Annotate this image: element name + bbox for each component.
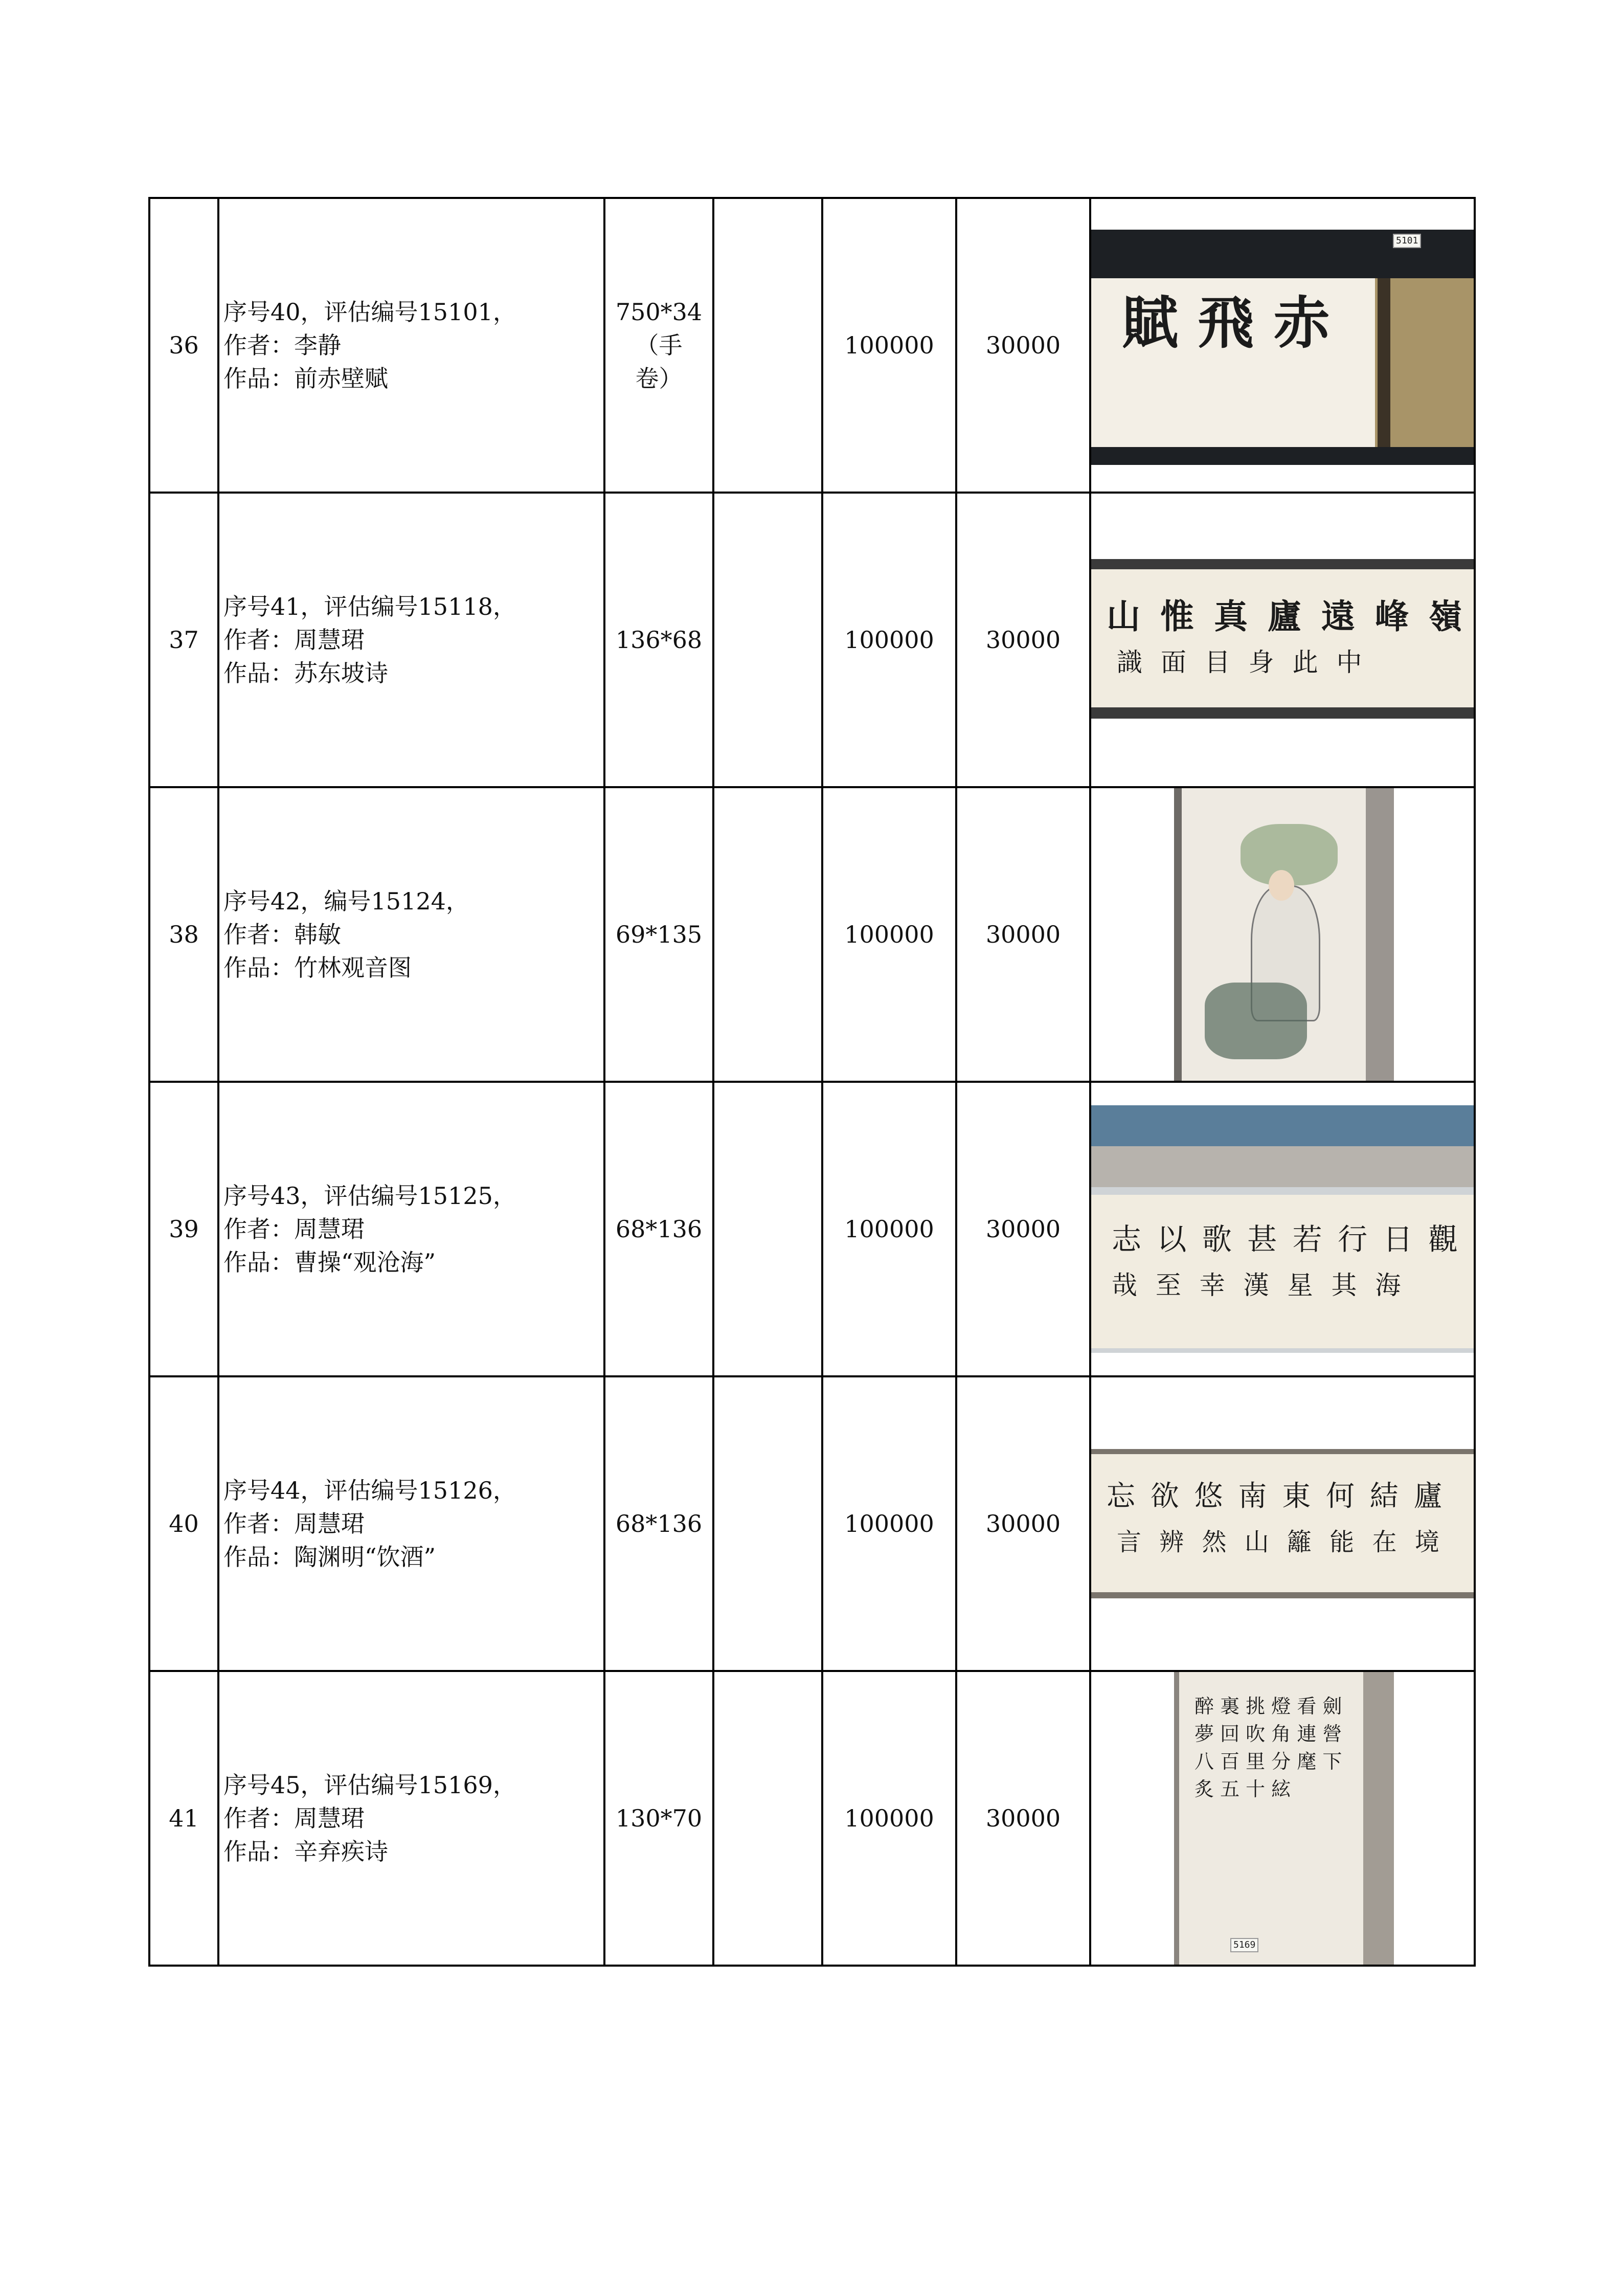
- row-index: 40: [149, 1376, 218, 1671]
- artwork-table: [148, 197, 1476, 1967]
- item-serial: 序号41，评估编号15118，: [223, 592, 516, 620]
- artwork-photo: 賦 飛 赤 5101: [1090, 198, 1475, 493]
- artwork-photo: 志 以 歌 甚 若 行 日 觀 哉 至 幸 漢 星 其 海: [1090, 1082, 1475, 1376]
- price-low: 30000: [956, 198, 1090, 493]
- item-description: [218, 1082, 604, 1376]
- artwork-photo: 山 惟 真 廬 遠 峰 嶺 識 面 目 身 此 中: [1090, 493, 1475, 787]
- item-author: 作者：韩敏: [223, 920, 341, 948]
- row-index: 37: [149, 493, 218, 787]
- price-low: 30000: [956, 1082, 1090, 1376]
- price-low: 30000: [956, 493, 1090, 787]
- item-serial: 序号40，评估编号15101，: [223, 298, 516, 326]
- row-index: 38: [149, 787, 218, 1082]
- item-description: [218, 1376, 604, 1671]
- item-description: [218, 1671, 604, 1966]
- item-title: 作品：竹林观音图: [223, 953, 412, 982]
- item-author: 作者：周慧珺: [223, 626, 365, 654]
- item-description: [218, 198, 604, 493]
- empty-cell: [713, 198, 822, 493]
- item-size: [604, 198, 713, 493]
- price-high: 100000: [822, 198, 956, 493]
- item-title: 作品：曹操“观沧海”: [223, 1248, 436, 1276]
- price-high: 100000: [822, 787, 956, 1082]
- empty-cell: [713, 1671, 822, 1966]
- row-index: 41: [149, 1671, 218, 1966]
- table-row: [149, 1671, 1475, 1966]
- item-size: 68*136: [604, 1082, 713, 1376]
- item-title: 作品：苏东坡诗: [223, 659, 388, 687]
- item-author: 作者：周慧珺: [223, 1804, 365, 1832]
- item-author: 作者：李静: [223, 331, 341, 359]
- price-high: 100000: [822, 1082, 956, 1376]
- price-high: 100000: [822, 1376, 956, 1671]
- row-index: 36: [149, 198, 218, 493]
- price-low: 30000: [956, 1671, 1090, 1966]
- row-index: 39: [149, 1082, 218, 1376]
- lot-tag: 5169: [1230, 1938, 1258, 1952]
- table-row: [149, 493, 1475, 787]
- lot-tag: 5101: [1393, 234, 1421, 248]
- item-author: 作者：周慧珺: [223, 1215, 365, 1243]
- table-row: [149, 1082, 1475, 1376]
- item-size: 69*135: [604, 787, 713, 1082]
- price-high: 100000: [822, 1671, 956, 1966]
- empty-cell: [713, 787, 822, 1082]
- item-title: 作品：辛弃疾诗: [223, 1837, 388, 1865]
- price-high: 100000: [822, 493, 956, 787]
- table-row: [149, 1376, 1475, 1671]
- item-serial: 序号45，评估编号15169，: [223, 1771, 516, 1799]
- artwork-photo: 忘 欲 悠 南 東 何 結 廬 言 辨 然 山 籬 能 在 境: [1090, 1376, 1475, 1671]
- item-size-line: 卷）: [635, 364, 683, 392]
- item-description: [218, 787, 604, 1082]
- item-size-line: （手: [635, 331, 683, 359]
- item-size: 68*136: [604, 1376, 713, 1671]
- item-title: 作品：陶渊明“饮酒”: [223, 1543, 436, 1571]
- empty-cell: [713, 493, 822, 787]
- item-size-line: 750*34: [615, 298, 703, 326]
- item-serial: 序号43，评估编号15125，: [223, 1182, 516, 1210]
- artwork-photo: [1090, 787, 1475, 1082]
- table-row: [149, 198, 1475, 493]
- table-row: [149, 787, 1475, 1082]
- item-serial: 序号44，评估编号15126，: [223, 1476, 516, 1504]
- empty-cell: [713, 1082, 822, 1376]
- item-author: 作者：周慧珺: [223, 1509, 365, 1537]
- item-serial: 序号42，编号15124，: [223, 887, 469, 915]
- price-low: 30000: [956, 1376, 1090, 1671]
- artwork-photo: 醉 裏 挑 燈 看 劍 夢 回 吹 角 連 營 八 百 里 分 麾 下 炙 五 十 絃 5169: [1090, 1671, 1475, 1966]
- item-description: [218, 493, 604, 787]
- item-size: 136*68: [604, 493, 713, 787]
- item-size: 130*70: [604, 1671, 713, 1966]
- item-title: 作品：前赤壁赋: [223, 364, 388, 392]
- price-low: 30000: [956, 787, 1090, 1082]
- empty-cell: [713, 1376, 822, 1671]
